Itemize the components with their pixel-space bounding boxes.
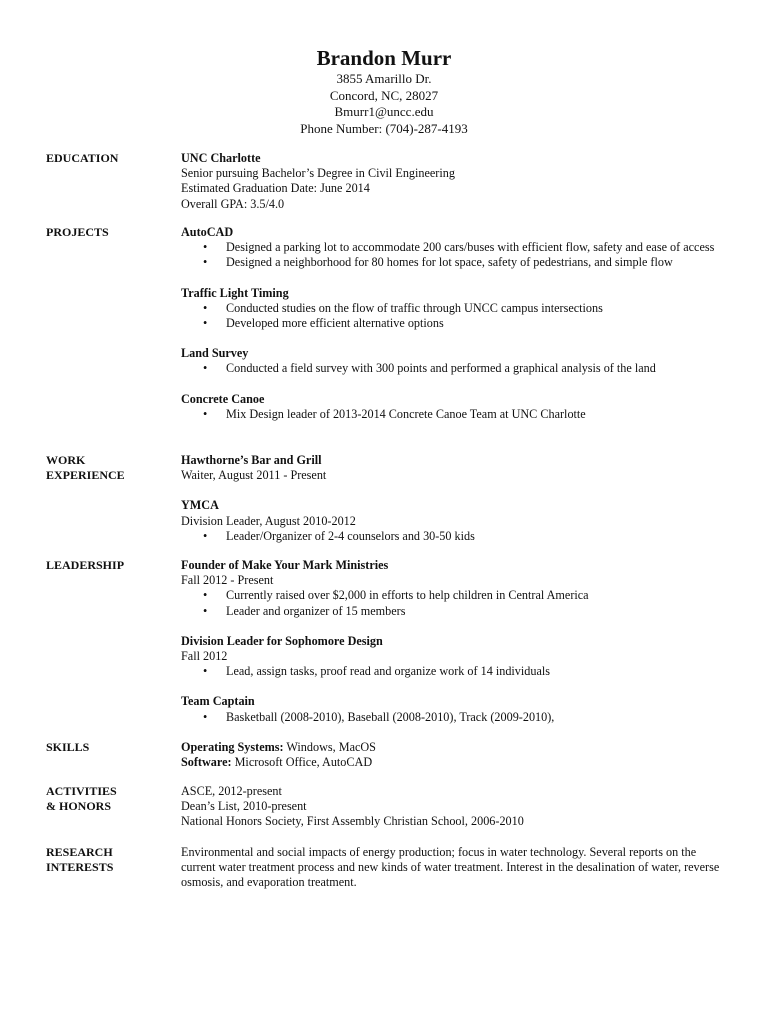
leadership-title: Division Leader for Sophomore Design xyxy=(181,633,383,648)
job-position: Waiter, August 2011 - Present xyxy=(181,468,327,483)
activity-line: Dean’s List, 2010-present xyxy=(181,799,307,814)
section-label-activities-honors xyxy=(46,784,176,814)
bullet-list xyxy=(181,301,726,331)
skills-os-line xyxy=(181,740,726,755)
phone-number: Phone Number: (704)-287-4193 xyxy=(300,120,468,136)
section-label-line: & HONORS xyxy=(46,799,112,813)
section-label-leadership: LEADERSHIP xyxy=(46,558,125,572)
employer-name: YMCA xyxy=(181,498,219,513)
section-label-line: INTERESTS xyxy=(46,860,114,874)
bullet-item: • Lead, assign tasks, proof read and organize work of 14 individuals xyxy=(181,664,726,679)
education-line: Senior pursuing Bachelor’s Degree in Civil Engineering xyxy=(181,166,455,181)
leadership-entry xyxy=(181,634,726,680)
project-title: Traffic Light Timing xyxy=(181,285,289,300)
leadership-body xyxy=(181,558,726,740)
bullet-list xyxy=(181,407,726,422)
bullet-list xyxy=(181,710,726,725)
project-entry xyxy=(181,286,726,332)
bullet-item: • Leader/Organizer of 2-4 counselors and 30-50 kids xyxy=(181,529,726,544)
work-entry xyxy=(181,498,726,544)
bullet-item: • Basketball (2008-2010), Baseball (2008-2010), Track (2009-2010), xyxy=(181,710,726,725)
skills-os-value: Windows, MacOS xyxy=(286,740,376,754)
bullet-list xyxy=(181,588,726,618)
resume-header xyxy=(0,45,768,137)
leadership-date: Fall 2012 xyxy=(181,649,228,664)
leadership-title: Founder of Make Your Mark Ministries xyxy=(181,558,389,572)
section-label-projects: PROJECTS xyxy=(46,225,109,239)
school-name: UNC Charlotte xyxy=(181,151,261,165)
bullet-list xyxy=(181,361,726,376)
email-address: Bmurr1@uncc.edu xyxy=(334,104,434,119)
bullet-item: • Designed a neighborhood for 80 homes for lot space, safety of pedestrians, and simple flow xyxy=(181,255,726,270)
education-line: Estimated Graduation Date: June 2014 xyxy=(181,181,370,196)
section-label-line: ACTIVITIES xyxy=(46,784,117,798)
project-title: Land Survey xyxy=(181,346,249,361)
leadership-title: Team Captain xyxy=(181,694,255,709)
leadership-date: Fall 2012 - Present xyxy=(181,573,274,588)
bullet-item: • Leader and organizer of 15 members xyxy=(181,604,726,619)
employer-name: Hawthorne’s Bar and Grill xyxy=(181,453,322,467)
bullet-item: • Conducted studies on the flow of traffic through UNCC campus intersections xyxy=(181,301,726,316)
education-body xyxy=(181,151,726,212)
bullet-item: • Currently raised over $2,000 in efforts to help children in Central America xyxy=(181,588,726,603)
skills-software-label: Software: xyxy=(181,755,232,770)
bullet-list xyxy=(181,240,726,270)
bullet-item: • Developed more efficient alternative options xyxy=(181,316,726,331)
section-label-education: EDUCATION xyxy=(46,151,119,165)
research-body xyxy=(181,845,726,891)
section-label-line: WORK xyxy=(46,453,86,467)
project-entry xyxy=(181,346,726,376)
candidate-name: Brandon Murr xyxy=(316,46,452,70)
project-title: AutoCAD xyxy=(181,225,234,239)
leadership-entry xyxy=(181,558,726,619)
section-label-skills: SKILLS xyxy=(46,740,90,754)
activity-line: National Honors Society, First Assembly Christian School, 2006-2010 xyxy=(181,814,524,829)
address-line-1: 3855 Amarillo Dr. xyxy=(336,71,432,86)
bullet-item: • Conducted a field survey with 300 points and performed a graphical analysis of the land xyxy=(181,361,726,376)
work-body xyxy=(181,453,726,559)
project-entry xyxy=(181,225,726,271)
job-position: Division Leader, August 2010-2012 xyxy=(181,513,356,528)
research-text: Environmental and social impacts of energy production; focus in water technology. Several reports on the current water treatment process and new kinds of water treatment. Interest in the desalination of water, reverse osmosis, and evaporation treatment. xyxy=(181,845,720,890)
bullet-list xyxy=(181,529,726,544)
project-entry xyxy=(181,392,726,422)
skills-body xyxy=(181,740,726,770)
skills-os-label: Operating Systems: xyxy=(181,740,284,754)
leadership-entry xyxy=(181,694,726,724)
section-label-work-experience xyxy=(46,453,176,483)
work-entry xyxy=(181,453,726,483)
activity-line: ASCE, 2012-present xyxy=(181,784,282,798)
section-label-research-interests xyxy=(46,845,176,875)
bullet-list xyxy=(181,664,726,679)
bullet-item: • Mix Design leader of 2013-2014 Concrete Canoe Team at UNC Charlotte xyxy=(181,407,726,422)
address-line-2: Concord, NC, 28027 xyxy=(329,87,439,103)
skills-software-line xyxy=(181,755,726,770)
section-label-line: EXPERIENCE xyxy=(46,468,125,482)
education-line: Overall GPA: 3.5/4.0 xyxy=(181,196,285,211)
project-title: Concrete Canoe xyxy=(181,391,265,406)
activities-body xyxy=(181,784,726,830)
skills-software-value: Microsoft Office, AutoCAD xyxy=(234,755,373,770)
bullet-item: • Designed a parking lot to accommodate 200 cars/buses with efficient flow, safety and ease of access xyxy=(181,240,726,255)
projects-body xyxy=(181,225,726,437)
section-label-line: RESEARCH xyxy=(46,845,113,859)
